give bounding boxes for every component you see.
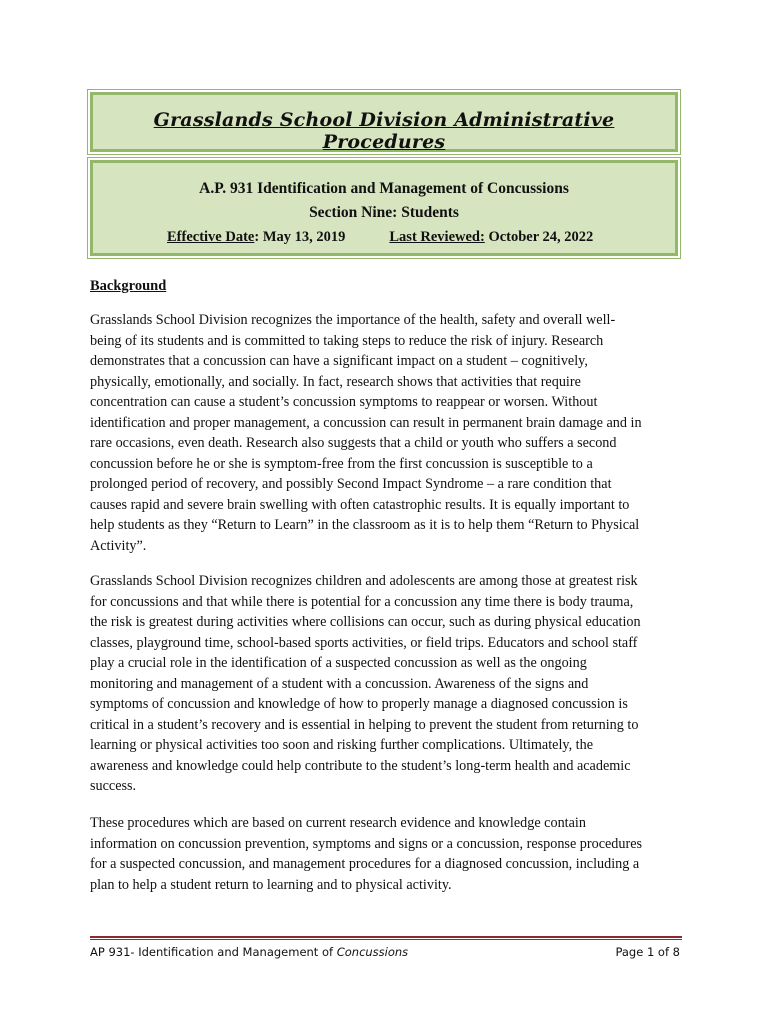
paragraph-line: causes rapid and severe brain swelling with often catastrophic results. It is equally important to	[90, 496, 630, 513]
footer-title-text: AP 931- Identification and Management of	[90, 945, 337, 959]
paragraph-line: for a suspected concussion, and management procedures for a diagnosed concussion, including a	[90, 856, 640, 872]
paragraph-line: information on concussion prevention, symptoms and signs or a concussion, response procedures	[90, 835, 643, 852]
paragraph-line: awareness and knowledge could help contribute to the student’s long-term health and academic	[90, 757, 631, 774]
date-row	[167, 229, 593, 246]
paragraph-line: classes, playground time, school-based sports activities, or field trips. Educators and school staff	[90, 634, 638, 651]
paragraph-line: These procedures which are based on current research evidence and knowledge contain	[90, 815, 586, 831]
footer-title-italic: Concussions	[336, 945, 409, 959]
paragraph-line: critical in a student’s recovery and is essential in helping to prevent the student from returning to	[90, 716, 639, 733]
paragraph-line: being of its students and is committed to taking steps to reduce the risk of injury. Research	[90, 332, 604, 349]
paragraph-line: identification and proper management, a concussion can result in permanent brain damage and in	[90, 414, 642, 431]
paragraph-line: learning or physical activities too soon and risking further complications. Ultimately, the	[90, 737, 594, 753]
paragraph-line: Grasslands School Division recognizes the importance of the health, safety and overall well-	[90, 312, 616, 328]
document-title: Grasslands School Division Administrative Procedures	[153, 109, 615, 153]
paragraph-line: demonstrates that a concussion can have a significant impact on a student – cognitively,	[90, 353, 588, 369]
last-reviewed-value: October 24, 2022	[484, 229, 594, 245]
paragraph-line: concussion before he or she is symptom-free from the first concussion is susceptible to a	[90, 455, 593, 472]
paragraph-line: plan to help a student return to learning and to physical activity.	[90, 876, 452, 893]
section-name: Section Nine: Students	[309, 204, 459, 221]
paragraph-line: concentration can cause a student’s concussion symptoms to reappear or worsen. Without	[90, 394, 598, 410]
effective-date-value: : May 13, 2019	[254, 229, 346, 245]
title-banner	[90, 92, 678, 152]
paragraph	[90, 813, 682, 895]
footer-document-title	[90, 945, 408, 959]
footer-divider	[90, 936, 682, 938]
paragraph-line: help students as they “Return to Learn” in the classroom as it is to help them “Return to Physical	[90, 517, 640, 533]
paragraph	[90, 571, 682, 797]
page-number: Page 1 of 8	[615, 945, 680, 959]
footer-divider-thin	[90, 939, 682, 940]
paragraph-line: the risk is greatest during activities where collisions can occur, such as during physical education	[90, 614, 641, 630]
procedure-title: A.P. 931 Identification and Management of Concussions	[199, 180, 569, 197]
paragraph-line: play a crucial role in the identification of a suspected concussion as well as the ongoing	[90, 655, 587, 671]
section-heading: Background	[90, 278, 167, 294]
paragraph-line: rare occasions, even death. Research also suggests that a child or youth who suffers a second	[90, 435, 617, 451]
paragraph-line: physically, emotionally, and socially. In fact, research shows that activities that require	[90, 373, 581, 390]
paragraph-line: monitoring and management of a student with a concussion. Awareness of the signs and	[90, 675, 589, 692]
procedure-info-box	[90, 160, 678, 256]
paragraph-line: Grasslands School Division recognizes children and adolescents are among those at greatest risk	[90, 573, 638, 589]
last-reviewed-label: Last Reviewed:	[389, 229, 485, 245]
paragraph-line: success.	[90, 778, 137, 794]
effective-date-label: Effective Date	[167, 229, 255, 245]
paragraph-line: for concussions and that while there is potential for a concussion any time there is body trauma,	[90, 593, 634, 610]
paragraph-line: Activity”.	[90, 537, 147, 554]
paragraph	[90, 310, 682, 556]
paragraph-line: symptoms of concussion and knowledge of how to properly manage a diagnosed concussion is	[90, 696, 628, 712]
paragraph-line: prolonged period of recovery, and possibly Second Impact Syndrome – a rare condition that	[90, 476, 612, 492]
